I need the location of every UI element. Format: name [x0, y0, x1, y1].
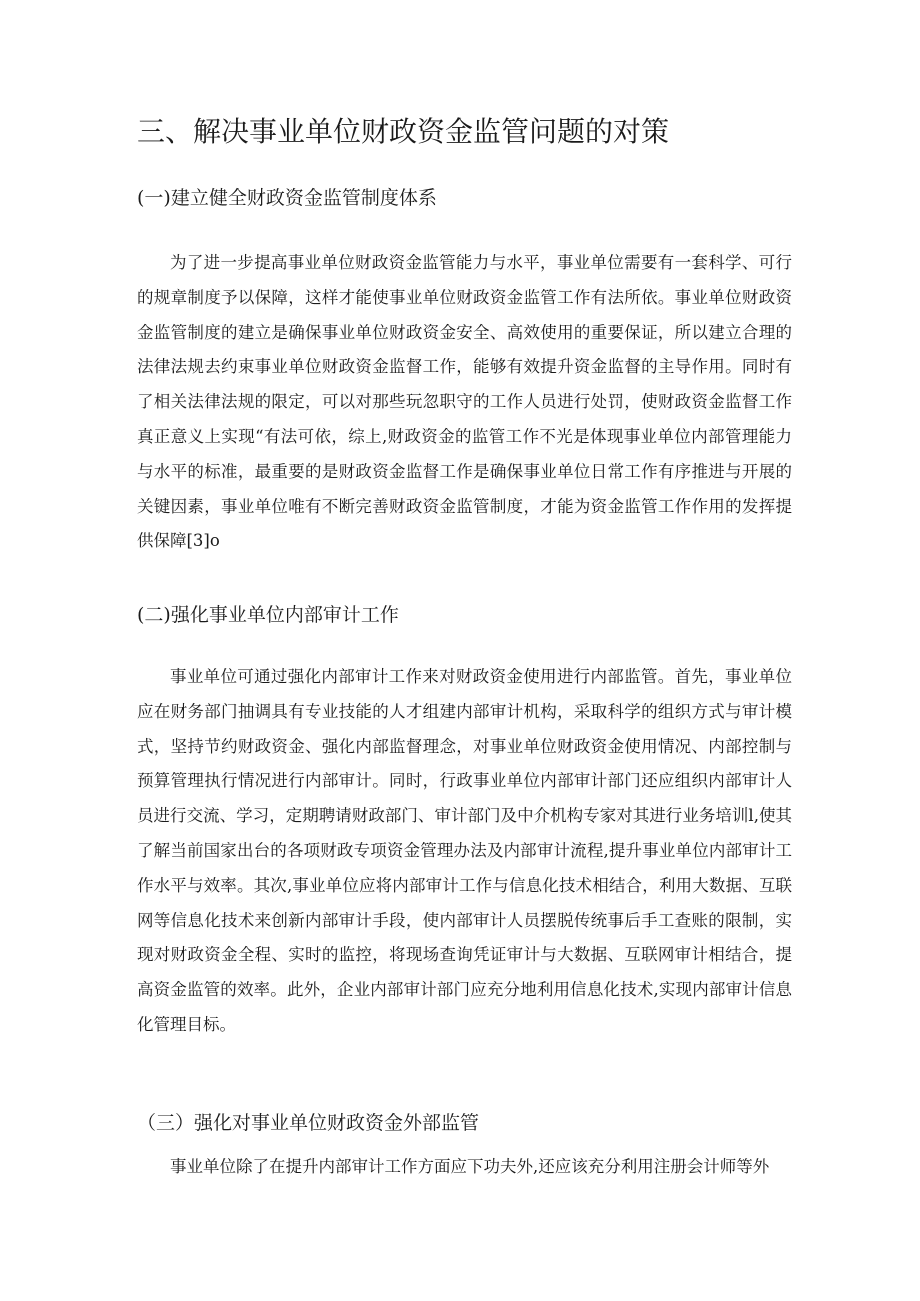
section-paragraph-3: 事业单位除了在提升内部审计工作方面应下功夫外,还应该充分利用注册会计师等外 — [170, 1157, 770, 1176]
section-heading-1: (一)建立健全财政资金监管制度体系 — [137, 187, 437, 209]
section-paragraph-1: 为了进一步提高事业单位财政资金监管能力与水平，事业单位需要有一套科学、可行的规章制度予以保障，这样才能使事业单位财政资金监管工作有法所依。事业单位财政资金监管制度的建立是确保事业单位财政资金安全、高效使用的重要保证，所以建立合理的法律法规去约束事业单位财政资金监督工作，能够有效提升资金监督的主导作用。同时有了相关法律法规的限定，可以对那些玩忽职守的工作人员进行处罚，使财政资金监督工作真正意义上实现“有法可依，综上,财政资金的监管工作不光是体现事业单位内部管理能力与水平的标准，最重要的是财政资金监督工作是确保事业单位日常工作有序推进与开展的关键因素，事业单位唯有不断完善财政资金监管制度，才能为资金监管工作作用的发挥提供保障[3]o — [137, 253, 792, 551]
section-heading-3: （三）强化对事业单位财政资金外部监管 — [137, 1112, 480, 1134]
section-paragraph-2: 事业单位可通过强化内部审计工作来对财政资金使用进行内部监管。首先，事业单位应在财务部门抽调具有专业技能的人才组建内部审计机构，采取科学的组织方式与审计模式，坚持节约财政资金、强化内部监督理念，对事业单位财政资金使用情况、内部控制与预算管理执行情况进行内部审计。同时，行政事业单位内部审计部门还应组织内部审计人员进行交流、学习，定期聘请财政部门、审计部门及中介机构专家对其进行业务培训l,使其了解当前国家出台的各项财政专项资金管理办法及内部审计流程,提升事业单位内部审计工作水平与效率。其次,事业单位应将内部审计工作与信息化技术相结合，利用大数据、互联网等信息化技术来创新内部审计手段，使内部审计人员摆脱传统事后手工查账的限制，实现对财政资金全程、实时的监控，将现场查询凭证审计与大数据、互联网审计相结合，提高资金监管的效率。此外，企业内部审计部门应充分地利用信息化技术,实现内部审计信息化管理目标。 — [137, 667, 792, 1034]
main-heading: 三、解决事业单位财政资金监管问题的对策 — [137, 115, 670, 148]
section-heading-2: (二)强化事业单位内部审计工作 — [137, 604, 399, 626]
